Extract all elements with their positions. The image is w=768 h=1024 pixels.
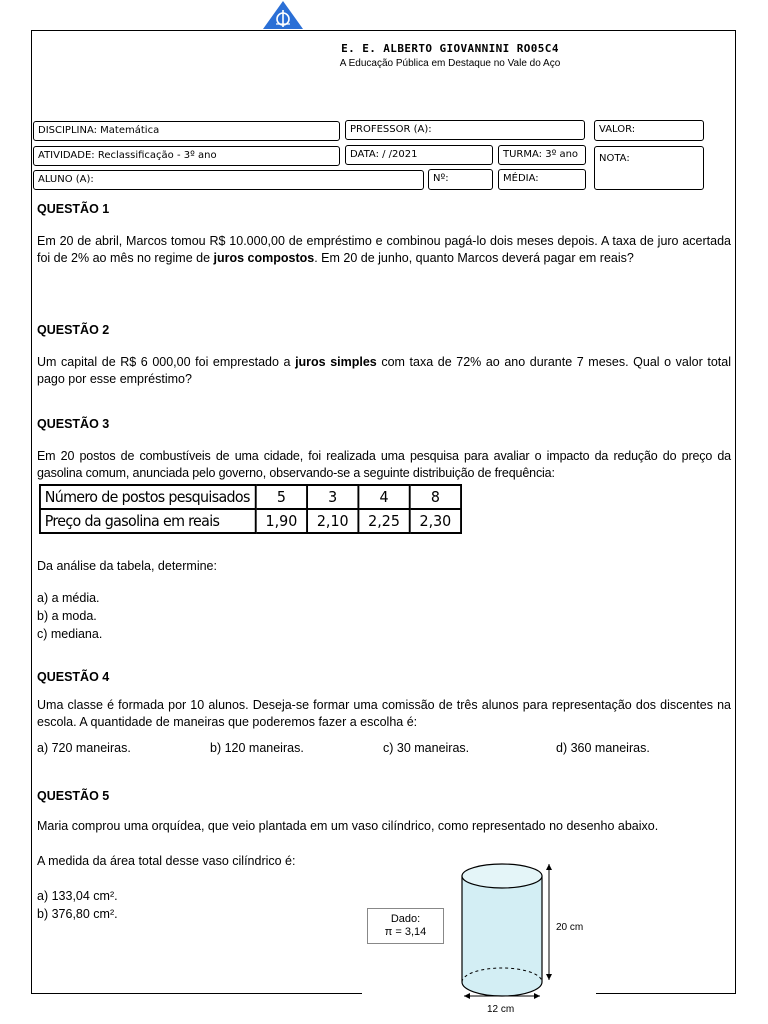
question-5-text: Maria comprou uma orquídea, que veio plantada em um vaso cilíndrico, como representado no desenho abaixo. [37, 819, 659, 833]
question-4-title: QUESTÃO 4 [37, 670, 110, 684]
cylinder-figure [362, 862, 602, 1024]
question-1-title: QUESTÃO 1 [37, 202, 110, 216]
list-item: a) 133,04 cm². [37, 889, 118, 903]
school-logo-icon [262, 0, 304, 30]
table-row [40, 509, 461, 533]
frequency-table [39, 484, 462, 534]
data-field: DATA: / /2021 [345, 145, 493, 165]
school-header [250, 42, 650, 69]
table-row [40, 485, 461, 509]
arrow-left-icon [464, 993, 470, 999]
table-cell: 2,30 [410, 509, 461, 533]
table-cell: 4 [358, 485, 409, 509]
numero-field: Nº: [428, 169, 493, 190]
professor-field: PROFESSOR (A): [345, 120, 585, 140]
table-cell: 2,25 [358, 509, 409, 533]
arrow-down-icon [546, 974, 552, 980]
list-item: a) a média. [37, 591, 100, 605]
question-5-question: A medida da área total desse vaso cilíndrico é: [37, 854, 296, 868]
list-item: b) 376,80 cm². [37, 907, 118, 921]
arrow-right-icon [534, 993, 540, 999]
width-label: 12 cm [487, 1004, 515, 1015]
nota-field: NOTA: [594, 146, 704, 190]
table-row-label: Preço da gasolina em reais [40, 509, 256, 533]
table-cell: 2,10 [307, 509, 358, 533]
table-cell: 3 [307, 485, 358, 509]
question-3-prompt: Da análise da tabela, determine: [37, 559, 217, 573]
question-4-text: Uma classe é formada por 10 alunos. Deseja-se formar uma comissão de três alunos para representação dos discentes na escola. A quantidade de maneiras que poderemos fazer a escolha é: [37, 698, 731, 729]
option-a: a) 720 maneiras. [37, 741, 131, 755]
table-cell: 5 [256, 485, 307, 509]
table-row-label: Número de postos pesquisados [40, 485, 256, 509]
turma-field: TURMA: 3º ano [498, 145, 586, 165]
cylinder-body [462, 876, 542, 996]
height-label: 20 cm [556, 922, 584, 933]
question-2-text: Um capital de R$ 6 000,00 foi emprestado a juros simples com taxa de 72% ao ano durante 7 meses. Qual o valor total pago por esse empréstimo? [37, 355, 731, 386]
table-cell: 8 [410, 485, 461, 509]
atividade-field: ATIVIDADE: Reclassificação - 3º ano [33, 146, 340, 166]
arrow-up-icon [546, 864, 552, 870]
given-label: Dado: [390, 913, 421, 925]
valor-field: VALOR: [594, 120, 704, 141]
question-3-title: QUESTÃO 3 [37, 417, 110, 431]
school-motto: A Educação Pública em Destaque no Vale do Aço [339, 58, 561, 69]
disciplina-field: DISCIPLINA: Matemática [33, 121, 340, 141]
list-item: b) a moda. [37, 609, 97, 623]
table-cell: 1,90 [256, 509, 307, 533]
option-d: d) 360 maneiras. [556, 741, 650, 755]
question-2-title: QUESTÃO 2 [37, 323, 110, 337]
school-name: E. E. ALBERTO GIOVANNINI RO05C4 [341, 42, 559, 55]
option-c: c) 30 maneiras. [383, 741, 470, 755]
cylinder-top [462, 864, 542, 888]
list-item: c) mediana. [37, 627, 103, 641]
question-3-text: Em 20 postos de combustíveis de uma cidade, foi realizada uma pesquisa para avaliar o impacto da redução do preço da gasolina comum, anunciada pelo governo, observando-se a seguinte distribuição de frequência: [37, 449, 731, 480]
aluno-field: ALUNO (A): [33, 170, 424, 190]
option-b: b) 120 maneiras. [210, 741, 304, 755]
question-5-title: QUESTÃO 5 [37, 789, 110, 803]
question-1-text: Em 20 de abril, Marcos tomou R$ 10.000,00 de empréstimo e combinou pagá-lo dois meses depois. A taxa de juro acertada foi de 2% ao mês no regime de juros compostos. Em 20 de junho, quanto Marcos deverá pagar em reais? [37, 234, 731, 265]
given-value: π = 3,14 [384, 926, 427, 938]
media-field: MÉDIA: [498, 169, 586, 190]
